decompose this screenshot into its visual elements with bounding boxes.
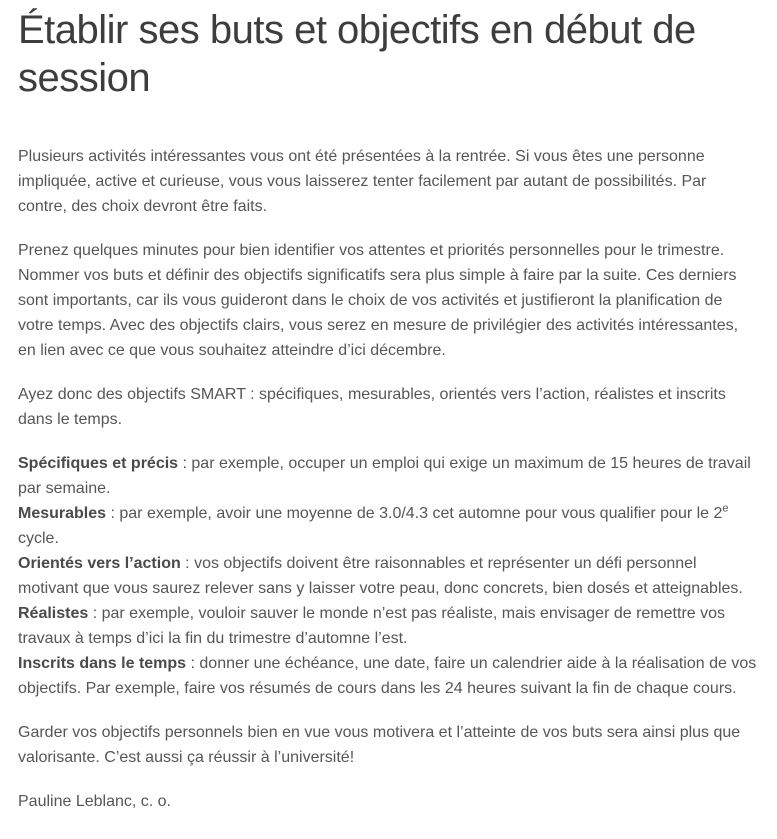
- smart-item-mesurables-text: : par exemple, avoir une moyenne de 3.0/4.3 cet automne pour vous qualifier pour le 2: [106, 505, 723, 522]
- smart-item-inscrits: [18, 651, 759, 701]
- signature: Pauline Leblanc, c. o.: [18, 793, 171, 810]
- smart-item-inscrits-text: : donner une échéance, une date, faire un calendrier aide à la réalisation de vos objectifs. Par exemple, faire vos résumés de cours dans les 24 heures suivant la fin de chaque cours.: [18, 655, 757, 697]
- paragraph-priorities: Prenez quelques minutes pour bien identifier vos attentes et priorités personnelles pour le trimestre. Nommer vos buts et définir des objectifs significatifs sera plus simple à faire par la suite. Ces derniers sont importants, car ils vous guideront dans le choix de vos activités et justifieront la planification de votre temps. Avec des objectifs clairs, vous serez en mesure de privilégier des activités intéressantes, en lien avec ce que vous souhaitez atteindre d’ici décembre.: [18, 242, 739, 359]
- smart-item-specifiques-label: Spécifiques et précis: [18, 455, 179, 472]
- smart-criteria-list: [18, 451, 759, 701]
- superscript-e: e: [722, 502, 729, 515]
- smart-item-mesurables: [18, 501, 759, 551]
- smart-item-inscrits-label: Inscrits dans le temps: [18, 655, 187, 672]
- paragraph-closing: Garder vos objectifs personnels bien en vue vous motivera et l’atteinte de vos buts sera ainsi plus que valorisante. C’est aussi ça réussir à l’université!: [18, 724, 741, 766]
- smart-item-orientes-label: Orientés vers l’action: [18, 555, 181, 572]
- smart-item-specifiques-text: : par exemple, occuper un emploi qui exige un maximum de 15 heures de travail par semaine.: [18, 455, 751, 497]
- paragraph-intro: Plusieurs activités intéressantes vous ont été présentées à la rentrée. Si vous êtes une personne impliquée, active et curieuse, vous vous laisserez tenter facilement par autant de possibilités. Par contre, des choix devront être faits.: [18, 148, 707, 215]
- paragraph-smart-intro: Ayez donc des objectifs SMART : spécifiques, mesurables, orientés vers l’action, réalistes et inscrits dans le temps.: [18, 386, 726, 428]
- page-title: Établir ses buts et objectifs en début de session: [18, 8, 696, 100]
- smart-item-mesurables-label: Mesurables: [18, 505, 107, 522]
- smart-item-mesurables-text-after: cycle.: [18, 530, 59, 547]
- smart-item-specifiques: [18, 451, 759, 501]
- smart-item-realistes: [18, 601, 759, 651]
- smart-item-realistes-label: Réalistes: [18, 605, 89, 622]
- smart-item-orientes-text: : vos objectifs doivent être raisonnables et représenter un défi personnel motivant que vous saurez relever sans y laisser votre peau, donc concrets, bien dosés et atteignables.: [18, 555, 743, 597]
- smart-item-realistes-text: : par exemple, vouloir sauver le monde n’est pas réaliste, mais envisager de remettre vos travaux à temps d’ici la fin du trimestre d’automne l’est.: [18, 605, 726, 647]
- smart-item-orientes: [18, 551, 759, 601]
